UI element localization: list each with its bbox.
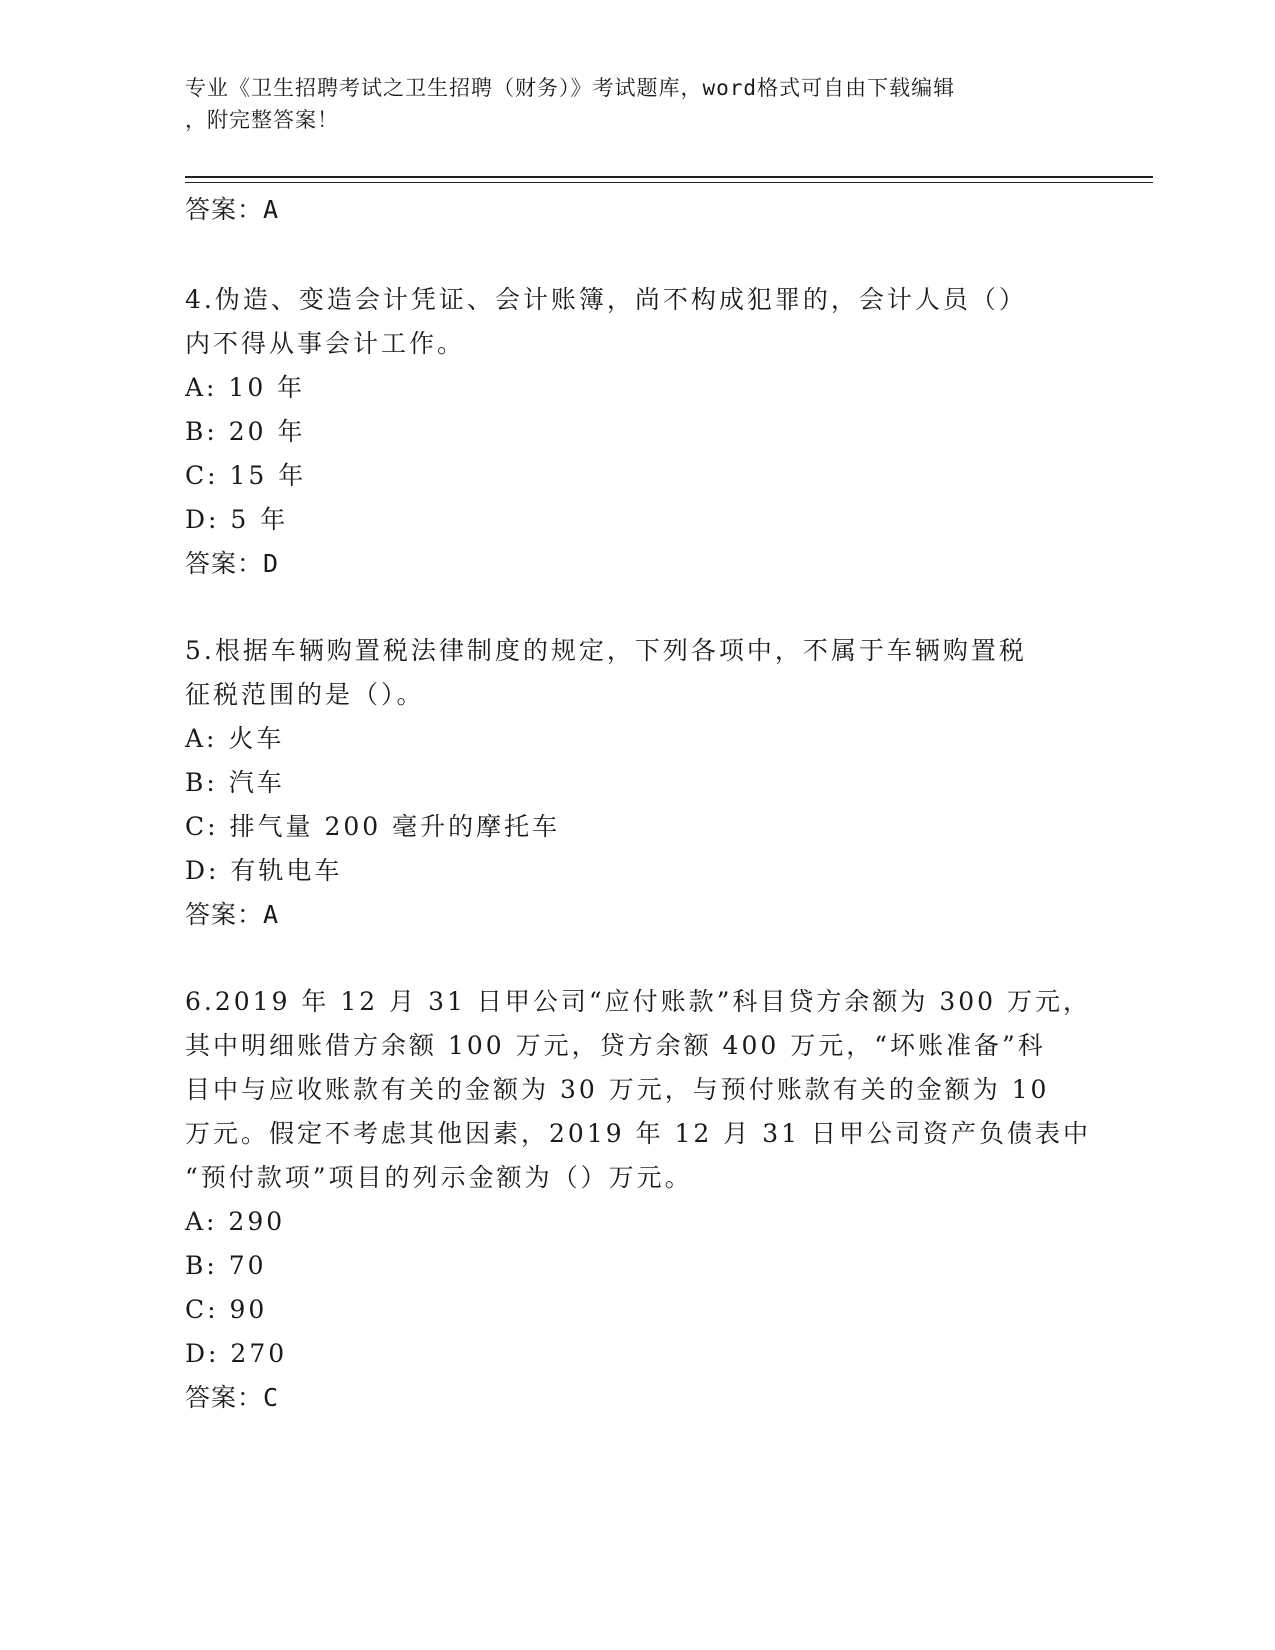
question-stem-line: 4.伪造、变造会计凭证、会计账簿，尚不构成犯罪的，会计人员（） xyxy=(185,285,1027,314)
option-d: D: 有轨电车 xyxy=(185,856,343,885)
option-b: B: 20 年 xyxy=(185,417,306,446)
previous-answer: 答案：A xyxy=(185,195,280,224)
question-stem-line: 目中与应收账款有关的金额为 30 万元，与预付账款有关的金额为 10 xyxy=(185,1075,1050,1104)
question-stem-line: 6.2019 年 12 月 31 日甲公司“应付账款”科目贷方余额为 300 万元， xyxy=(185,987,1092,1016)
header-line-1: 专业《卫生招聘考试之卫生招聘（财务）》考试题库，word格式可自由下载编辑 xyxy=(185,76,956,100)
document-header xyxy=(185,72,1065,136)
question-stem-line: 征税范围的是（）。 xyxy=(185,680,425,709)
question-stem-line: 其中明细账借方余额 100 万元，贷方余额 400 万元，“坏账准备”科 xyxy=(185,1031,1046,1060)
option-d: D: 5 年 xyxy=(185,505,289,534)
option-a: A: 火车 xyxy=(185,724,285,753)
question-stem-line: “预付款项”项目的列示金额为（）万元。 xyxy=(185,1163,693,1192)
answer: 答案：C xyxy=(185,1383,280,1412)
answer: 答案：A xyxy=(185,900,280,929)
option-b: B: 汽车 xyxy=(185,768,285,797)
answer: 答案：D xyxy=(185,549,280,578)
question-stem-line: 万元。假定不考虑其他因素，2019 年 12 月 31 日甲公司资产负债表中 xyxy=(185,1119,1091,1148)
question-stem-line: 内不得从事会计工作。 xyxy=(185,329,466,358)
question-stem-line: 5.根据车辆购置税法律制度的规定，下列各项中，不属于车辆购置税 xyxy=(185,636,1027,665)
option-c: C: 90 xyxy=(185,1295,268,1324)
option-c: C: 排气量 200 毫升的摩托车 xyxy=(185,812,561,841)
header-line-2: ，附完整答案！ xyxy=(185,108,339,132)
option-a: A: 290 xyxy=(185,1207,286,1236)
header-divider-thick xyxy=(185,176,1153,178)
option-d: D: 270 xyxy=(185,1339,288,1368)
option-c: C: 15 年 xyxy=(185,461,307,490)
option-b: B: 70 xyxy=(185,1251,267,1280)
header-divider-thin xyxy=(185,182,1153,183)
option-a: A: 10 年 xyxy=(185,373,306,402)
